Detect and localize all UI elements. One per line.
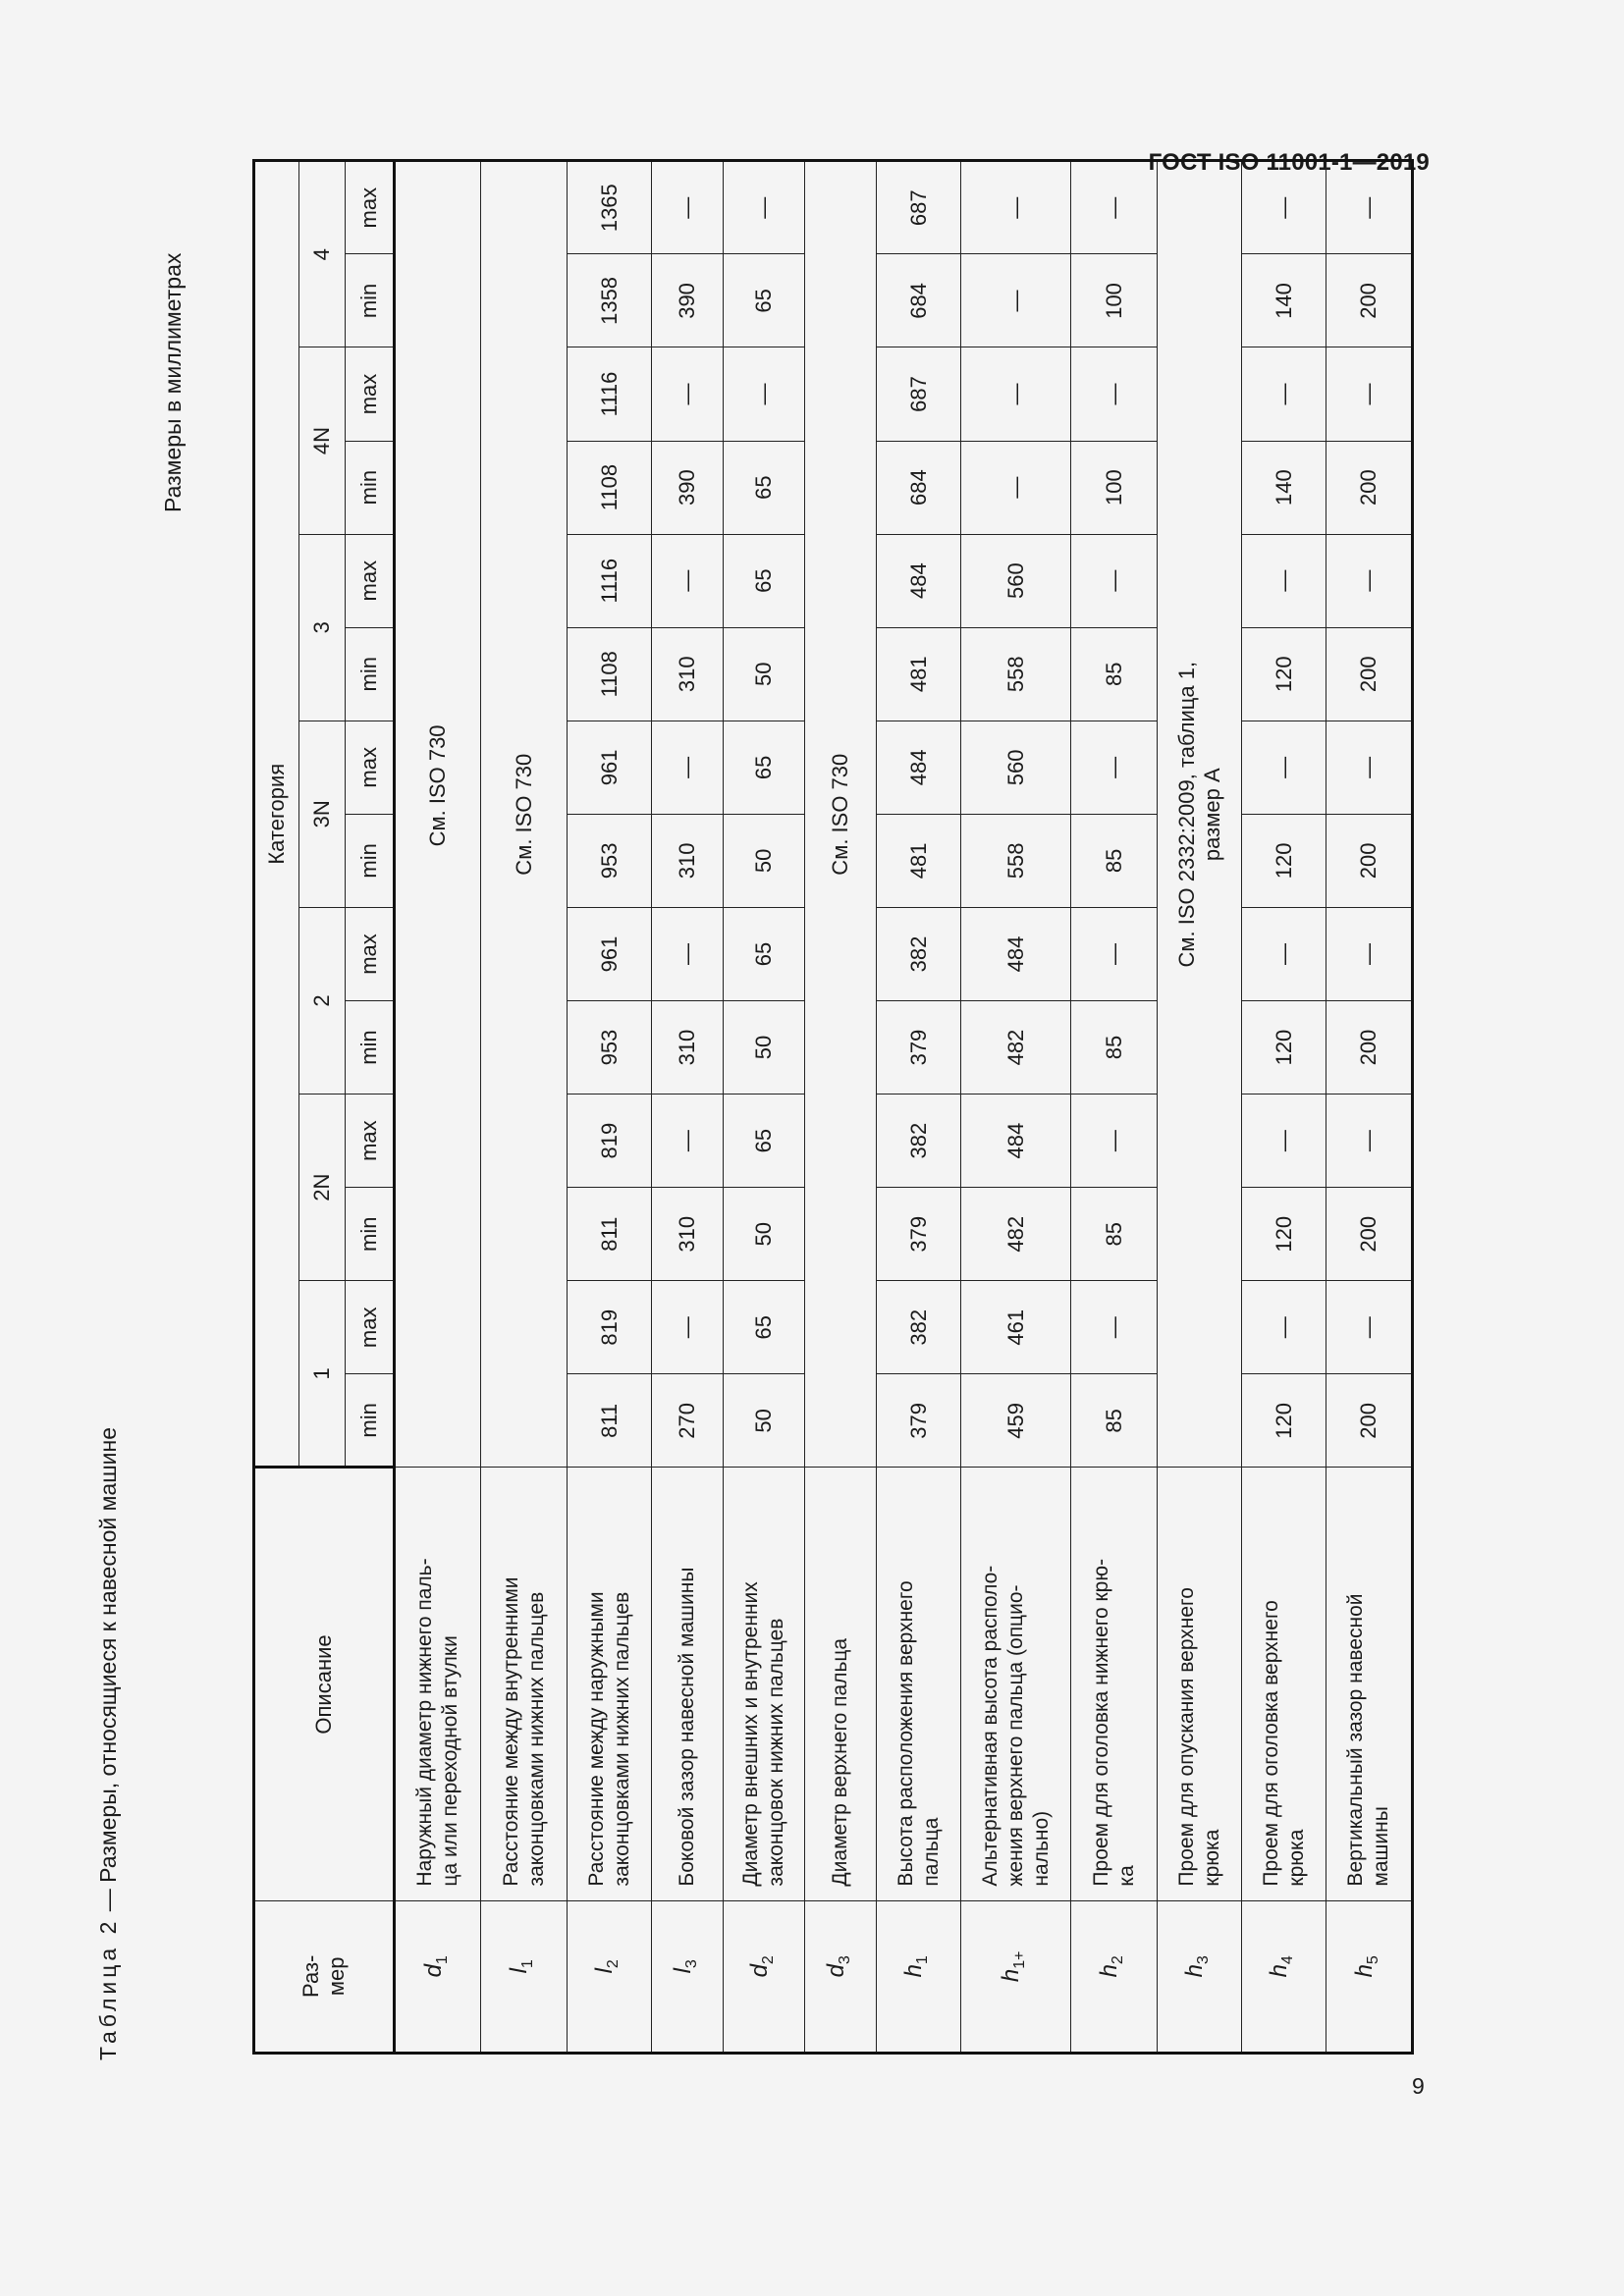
value-cell: 390 — [652, 254, 724, 347]
row-symbol — [481, 1900, 568, 2053]
span-reference-cell: См. ISO 730 — [395, 161, 481, 1468]
value-cell: — — [652, 907, 724, 1000]
max-header: max — [346, 534, 395, 627]
value-cell: — — [961, 441, 1071, 534]
value-cell: — — [961, 161, 1071, 254]
value-cell: 379 — [877, 1188, 961, 1281]
value-cell: — — [652, 347, 724, 441]
value-cell: — — [1326, 1095, 1413, 1188]
document-header: ГОСТ ISO 11001-1—2019 — [1148, 149, 1430, 176]
value-cell: 484 — [961, 907, 1071, 1000]
value-cell: 120 — [1242, 627, 1326, 721]
symbol-letter: h — [1096, 1964, 1123, 1978]
value-cell: 50 — [724, 1188, 805, 1281]
value-cell: 482 — [961, 1188, 1071, 1281]
value-cell: 558 — [961, 814, 1071, 907]
value-cell: 65 — [724, 1281, 805, 1374]
value-cell: 65 — [724, 721, 805, 814]
value-cell: 120 — [1242, 1001, 1326, 1095]
symbol-subscript: 2 — [604, 1959, 622, 1969]
value-cell: 200 — [1326, 1188, 1413, 1281]
max-header: max — [346, 161, 395, 254]
value-cell: 85 — [1071, 1188, 1158, 1281]
row-symbol — [1071, 1900, 1158, 2053]
value-cell: 85 — [1071, 1001, 1158, 1095]
value-cell: 811 — [568, 1188, 652, 1281]
value-cell: — — [1242, 534, 1326, 627]
value-cell: 200 — [1326, 1374, 1413, 1468]
value-cell: 65 — [724, 254, 805, 347]
row-description: Боковой зазор навесной машины — [652, 1468, 724, 1900]
row-description: Проем для опускания верхнего крюка — [1158, 1468, 1242, 1900]
value-cell: — — [1242, 1281, 1326, 1374]
table-row — [395, 161, 481, 2054]
value-cell: 1108 — [568, 627, 652, 721]
value-cell: 953 — [568, 814, 652, 907]
value-cell: — — [1326, 721, 1413, 814]
category-header: 3 — [299, 534, 346, 721]
value-cell: 819 — [568, 1095, 652, 1188]
symbol-subscript: 4 — [1278, 1955, 1296, 1965]
symbol-letter: d — [745, 1964, 773, 1978]
table-row — [961, 161, 1071, 2054]
value-cell: 85 — [1071, 814, 1158, 907]
value-cell: 819 — [568, 1281, 652, 1374]
value-cell: 50 — [724, 1374, 805, 1468]
value-cell: 481 — [877, 814, 961, 907]
value-cell: 310 — [652, 1188, 724, 1281]
value-cell: 382 — [877, 1095, 961, 1188]
category-header: 1 — [299, 1281, 346, 1468]
value-cell: 390 — [652, 441, 724, 534]
value-cell: 120 — [1242, 1188, 1326, 1281]
symbol-subscript: 2 — [759, 1955, 777, 1965]
units-note: Размеры в миллиметрах — [160, 252, 186, 512]
value-cell: 85 — [1071, 1374, 1158, 1468]
value-cell: — — [1071, 907, 1158, 1000]
max-header: max — [346, 907, 395, 1000]
symbol-letter: d — [822, 1964, 849, 1978]
header-symbol: Раз- мер — [254, 1900, 395, 2053]
value-cell: 484 — [961, 1095, 1071, 1188]
symbol-letter: h — [998, 1968, 1025, 1983]
max-header: max — [346, 1281, 395, 1374]
category-header: 2N — [299, 1095, 346, 1281]
value-cell: 461 — [961, 1281, 1071, 1374]
value-cell: 481 — [877, 627, 961, 721]
value-cell: 687 — [877, 347, 961, 441]
value-cell: — — [1326, 534, 1413, 627]
row-description: Высота расположения верхнего пальца — [877, 1468, 961, 1900]
value-cell: — — [1326, 347, 1413, 441]
header-description: Описание — [254, 1468, 395, 1900]
table-caption-label: Таблица 2 — [95, 1917, 121, 2060]
value-cell: 65 — [724, 441, 805, 534]
row-description: Диаметр внешних и внутренних законцовок нижних пальцев — [724, 1468, 805, 1900]
value-cell: 1365 — [568, 161, 652, 254]
value-cell: — — [652, 1095, 724, 1188]
row-description: Проем для оголовка нижнего крю- ка — [1071, 1468, 1158, 1900]
value-cell: 811 — [568, 1374, 652, 1468]
value-cell: — — [1071, 347, 1158, 441]
category-header: 2 — [299, 907, 346, 1094]
value-cell: 558 — [961, 627, 1071, 721]
row-symbol — [724, 1900, 805, 2053]
table-row — [481, 161, 568, 2054]
value-cell: — — [652, 721, 724, 814]
value-cell: 120 — [1242, 1374, 1326, 1468]
row-symbol — [1242, 1900, 1326, 2053]
row-symbol — [1326, 1900, 1413, 2053]
header-category: Категория — [254, 161, 299, 1468]
value-cell: 459 — [961, 1374, 1071, 1468]
value-cell: 50 — [724, 1001, 805, 1095]
value-cell: — — [1242, 907, 1326, 1000]
value-cell: 684 — [877, 441, 961, 534]
table-row — [1071, 161, 1158, 2054]
value-cell: 560 — [961, 534, 1071, 627]
symbol-letter: l — [591, 1968, 619, 1974]
value-cell: — — [652, 534, 724, 627]
symbol-subscript: 1 — [913, 1955, 931, 1965]
value-cell: — — [961, 347, 1071, 441]
value-cell: 200 — [1326, 1001, 1413, 1095]
value-cell: 200 — [1326, 627, 1413, 721]
rotated-page-content — [88, 0, 1392, 2119]
value-cell: 200 — [1326, 814, 1413, 907]
symbol-subscript: 5 — [1364, 1955, 1381, 1965]
value-cell: — — [1242, 161, 1326, 254]
max-header: max — [346, 721, 395, 814]
symbol-subscript: 3 — [836, 1955, 853, 1965]
symbol-subscript: 1+ — [1010, 1950, 1028, 1969]
value-cell: 953 — [568, 1001, 652, 1095]
value-cell: 379 — [877, 1001, 961, 1095]
value-cell: — — [652, 1281, 724, 1374]
value-cell: 484 — [877, 534, 961, 627]
value-cell: 560 — [961, 721, 1071, 814]
table-row — [724, 161, 805, 2054]
value-cell: 140 — [1242, 441, 1326, 534]
value-cell: — — [1071, 161, 1158, 254]
row-description: Расстояние между внутренними законцовками нижних пальцев — [481, 1468, 568, 1900]
value-cell: 310 — [652, 814, 724, 907]
row-description: Альтернативная высота располо- жения верхнего пальца (опцио- нально) — [961, 1468, 1071, 1900]
max-header: max — [346, 347, 395, 441]
symbol-letter: l — [506, 1968, 533, 1974]
min-header: min — [346, 627, 395, 721]
value-cell: — — [1071, 534, 1158, 627]
value-cell: 100 — [1071, 441, 1158, 534]
row-description: Наружный диаметр нижнего паль- ца или переходной втулки — [395, 1468, 481, 1900]
symbol-letter: h — [900, 1964, 928, 1978]
min-header: min — [346, 1374, 395, 1468]
category-header: 4 — [299, 161, 346, 347]
value-cell: 200 — [1326, 254, 1413, 347]
row-description: Проем для оголовка верхнего крюка — [1242, 1468, 1326, 1900]
value-cell: — — [1326, 1281, 1413, 1374]
category-header: 4N — [299, 347, 346, 534]
value-cell: 1116 — [568, 347, 652, 441]
value-cell: 1108 — [568, 441, 652, 534]
row-symbol — [652, 1900, 724, 2053]
span-reference-cell: См. ISO 730 — [805, 161, 877, 1468]
table-row — [1242, 161, 1326, 2054]
value-cell: 50 — [724, 814, 805, 907]
value-cell: — — [652, 161, 724, 254]
table-row — [877, 161, 961, 2054]
value-cell: — — [1326, 907, 1413, 1000]
row-symbol — [1158, 1900, 1242, 2053]
symbol-subscript: 1 — [433, 1955, 451, 1965]
category-header: 3N — [299, 721, 346, 907]
min-header: min — [346, 1001, 395, 1095]
span-reference-cell: См. ISO 730 — [481, 161, 568, 1468]
symbol-letter: h — [1266, 1964, 1293, 1978]
value-cell: 65 — [724, 907, 805, 1000]
symbol-letter: h — [1181, 1964, 1209, 1978]
symbol-subscript: 2 — [1109, 1955, 1126, 1965]
value-cell: 687 — [877, 161, 961, 254]
value-cell: 65 — [724, 1095, 805, 1188]
value-cell: 310 — [652, 1001, 724, 1095]
span-reference-cell: См. ISO 2332:2009, таблица 1, размер А — [1158, 161, 1242, 1468]
value-cell: — — [1071, 1095, 1158, 1188]
symbol-subscript: 1 — [518, 1959, 536, 1969]
table-caption-title: — Размеры, относящиеся к навесной машине — [95, 1426, 121, 1918]
value-cell: — — [1071, 1281, 1158, 1374]
row-description: Диаметр верхнего пальца — [805, 1468, 877, 1900]
max-header: max — [346, 1095, 395, 1188]
dimensions-table — [252, 159, 1414, 2055]
table-caption — [88, 1427, 128, 2060]
value-cell: 200 — [1326, 441, 1413, 534]
value-cell: — — [961, 254, 1071, 347]
value-cell: — — [1242, 347, 1326, 441]
value-cell: 961 — [568, 721, 652, 814]
row-symbol — [805, 1900, 877, 2053]
value-cell: — — [724, 161, 805, 254]
value-cell: 85 — [1071, 627, 1158, 721]
value-cell: 1358 — [568, 254, 652, 347]
page-number: 9 — [1412, 2073, 1425, 2099]
value-cell: 120 — [1242, 814, 1326, 907]
table-row — [652, 161, 724, 2054]
value-cell: 379 — [877, 1374, 961, 1468]
symbol-letter: l — [669, 1968, 696, 1974]
value-cell: 140 — [1242, 254, 1326, 347]
value-cell: 382 — [877, 907, 961, 1000]
symbol-subscript: 3 — [1194, 1955, 1212, 1965]
table-row — [568, 161, 652, 2054]
symbol-letter: h — [1350, 1964, 1378, 1978]
min-header: min — [346, 814, 395, 907]
symbol-subscript: 3 — [682, 1959, 700, 1969]
row-symbol — [568, 1900, 652, 2053]
min-header: min — [346, 1188, 395, 1281]
value-cell: — — [1326, 161, 1413, 254]
value-cell: 270 — [652, 1374, 724, 1468]
value-cell: — — [1242, 1095, 1326, 1188]
value-cell: 684 — [877, 254, 961, 347]
row-description: Вертикальный зазор навесной машины — [1326, 1468, 1413, 1900]
value-cell: 484 — [877, 721, 961, 814]
row-symbol — [395, 1900, 481, 2053]
row-symbol — [877, 1900, 961, 2053]
row-symbol — [961, 1900, 1071, 2053]
value-cell: — — [1242, 721, 1326, 814]
table-row — [805, 161, 877, 2054]
value-cell: 100 — [1071, 254, 1158, 347]
value-cell: 65 — [724, 534, 805, 627]
row-description: Расстояние между наружными законцовками нижних пальцев — [568, 1468, 652, 1900]
value-cell: 382 — [877, 1281, 961, 1374]
value-cell: — — [724, 347, 805, 441]
symbol-letter: d — [419, 1964, 447, 1978]
header-row-category — [254, 161, 299, 2054]
value-cell: 310 — [652, 627, 724, 721]
value-cell: — — [1071, 721, 1158, 814]
table-row — [1158, 161, 1242, 2054]
value-cell: 1116 — [568, 534, 652, 627]
min-header: min — [346, 441, 395, 534]
value-cell: 961 — [568, 907, 652, 1000]
min-header: min — [346, 254, 395, 347]
table-row — [1326, 161, 1413, 2054]
value-cell: 482 — [961, 1001, 1071, 1095]
value-cell: 50 — [724, 627, 805, 721]
